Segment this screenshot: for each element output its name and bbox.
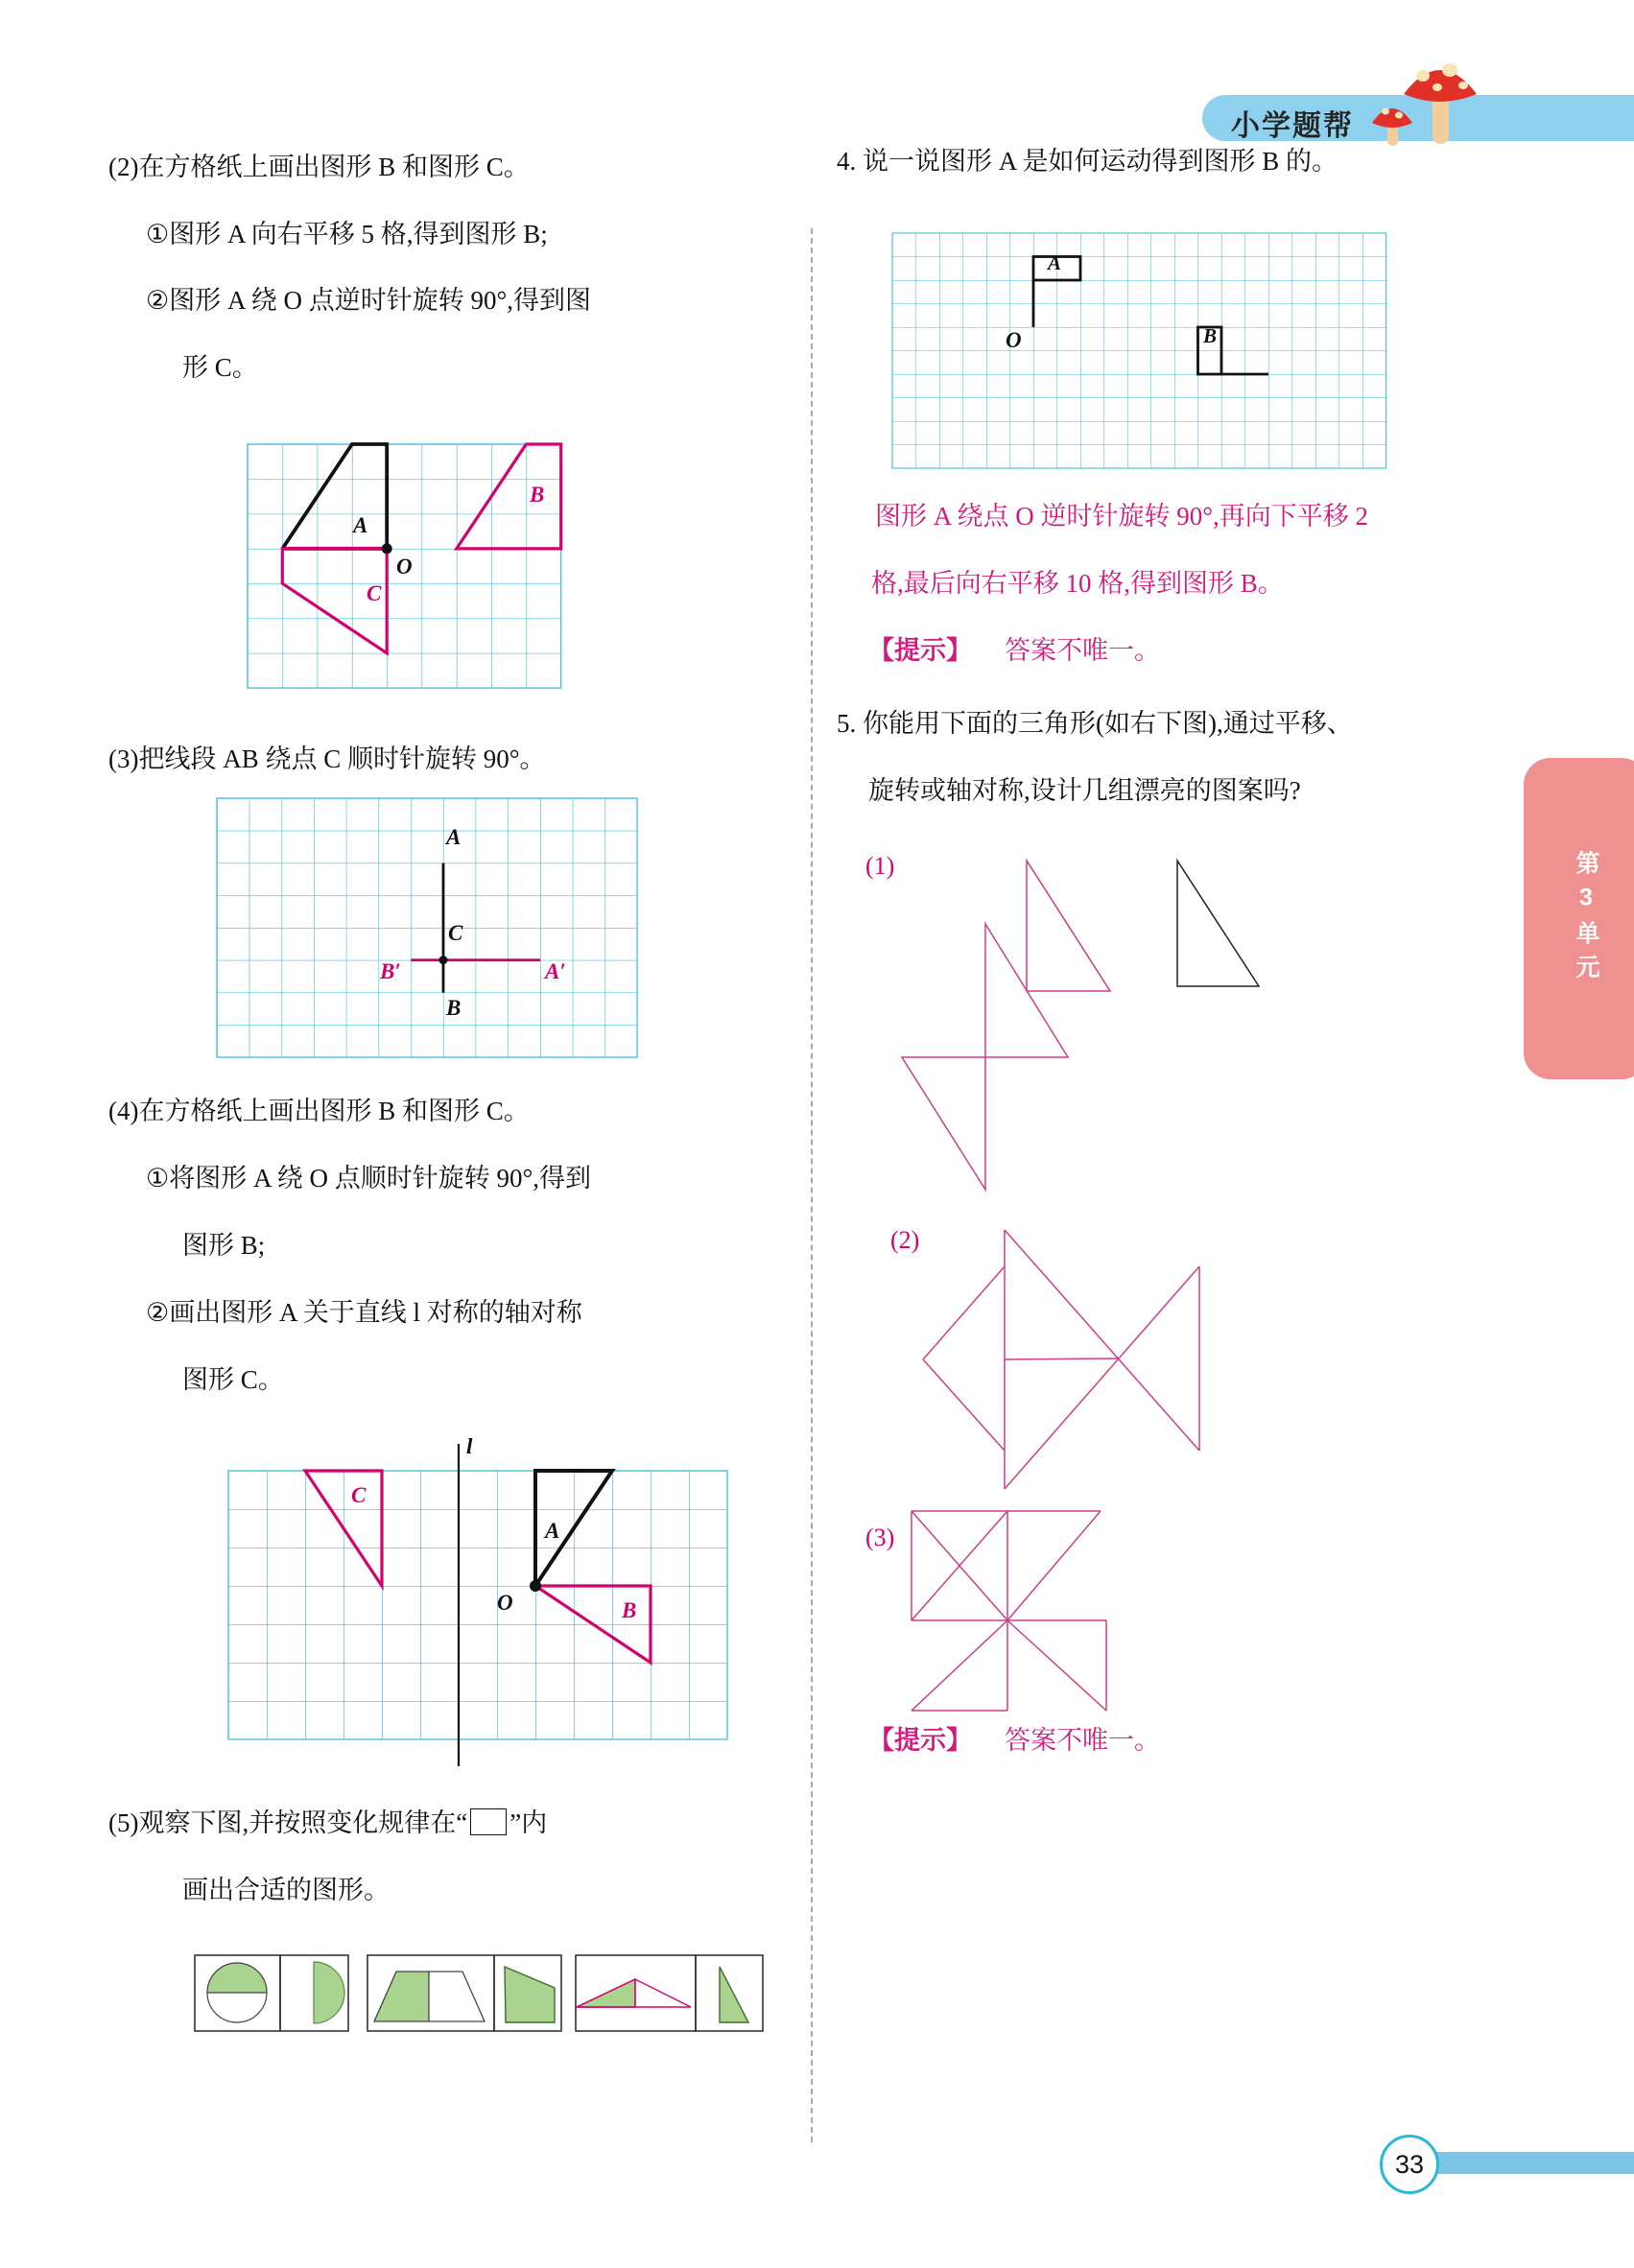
q5-line1-part2: ”内	[509, 1808, 548, 1837]
q3-label-a: A	[446, 825, 462, 849]
q4-line5: 图形 C。	[182, 1365, 284, 1394]
point-o	[530, 1580, 541, 1592]
q2-line1: (2)在方格纸上画出图形 B 和图形 C。	[108, 153, 530, 181]
trapezoid-left-half	[374, 1972, 429, 2021]
q2-line4: 形 C。	[182, 353, 258, 382]
box-frames	[195, 1955, 763, 2031]
page-number: 33	[1380, 2135, 1439, 2194]
q5-line1-part1: (5)观察下图,并按照变化规律在“	[108, 1808, 468, 1837]
r-q4-figure-grid	[887, 227, 1392, 474]
r-q4-label-a: A	[1048, 251, 1062, 274]
hint-tag: 【提示】	[868, 1726, 972, 1755]
q5-line1	[108, 1807, 547, 1838]
q4-line3: 图形 B;	[182, 1231, 266, 1260]
r-q5-hint	[868, 1725, 1160, 1756]
grid	[217, 798, 637, 1057]
design2-figure	[902, 1218, 1219, 1506]
q4-label-l: l	[466, 1434, 473, 1458]
hint-tag: 【提示】	[868, 636, 972, 665]
q4-label-c: C	[351, 1483, 367, 1507]
q2-line3: ②图形 A 绕 O 点逆时针旋转 90°,得到图	[146, 286, 592, 315]
q4-label-b: B	[622, 1598, 637, 1622]
design1-label: (1)	[865, 852, 895, 880]
column-divider	[811, 228, 813, 2142]
q4-line2: ①将图形 A 绕 O 点顺时针旋转 90°,得到	[146, 1164, 592, 1193]
brand-title: 小学题帮	[1231, 110, 1354, 142]
r-q4-line1: 4. 说一说图形 A 是如何运动得到图形 B 的。	[837, 147, 1338, 176]
half-circle-green	[207, 1963, 267, 1993]
q2-label-c: C	[367, 581, 382, 605]
q2-label-a: A	[353, 513, 368, 537]
q3-line1: (3)把线段 AB 绕点 C 顺时针旋转 90°。	[108, 744, 546, 773]
q2-label-b: B	[530, 483, 545, 507]
design1-figure	[864, 844, 1276, 1199]
q3-label-b-prime: B′	[380, 959, 401, 983]
r-q4-answer2: 格,最后向右平移 10 格,得到图形 B。	[871, 569, 1284, 598]
q4-line1: (4)在方格纸上画出图形 B 和图形 C。	[108, 1097, 530, 1125]
q4-line4: ②画出图形 A 关于直线 l 对称的轴对称	[146, 1298, 582, 1327]
grid	[228, 1471, 727, 1739]
small-triangle-green	[720, 1967, 748, 2022]
q4-figure-grid	[223, 1439, 733, 1771]
semicircle-green	[314, 1962, 344, 2023]
q5-pattern-boxes	[192, 1952, 768, 2039]
r-q4-hint	[868, 635, 1160, 666]
hint-text: 答案不唯一。	[1005, 1726, 1160, 1755]
unit-tab-label: 第3单元	[1573, 850, 1599, 987]
q3-label-a-prime: A′	[545, 959, 566, 983]
design1-pink-triangles	[902, 861, 1110, 1190]
design2-label: (2)	[890, 1226, 920, 1254]
design3-figure	[892, 1497, 1132, 1727]
r-q5-line1: 5. 你能用下面的三角形(如右下图),通过平移、	[837, 709, 1353, 738]
answer-box-glyph	[470, 1808, 507, 1835]
q4-label-o: O	[497, 1591, 513, 1615]
q3-figure-grid	[211, 792, 643, 1063]
design3-lines	[912, 1511, 1106, 1711]
footer-bar	[1428, 2152, 1634, 2174]
q3-label-c: C	[448, 921, 463, 945]
hint-text: 答案不唯一。	[1005, 636, 1160, 665]
quad-green	[505, 1967, 555, 2022]
unit-tab	[1524, 758, 1634, 1079]
r-q4-label-o: O	[1006, 328, 1022, 352]
q3-label-b: B	[446, 996, 462, 1020]
design2-lines	[923, 1230, 1199, 1489]
mushroom-icon	[1351, 44, 1495, 150]
q2-line2: ①图形 A 向右平移 5 格,得到图形 B;	[146, 220, 548, 248]
q2-label-o: O	[396, 555, 413, 579]
r-q4-label-b: B	[1203, 324, 1218, 347]
point-o	[382, 543, 392, 554]
r-q5-line2: 旋转或轴对称,设计几组漂亮的图案吗?	[868, 776, 1301, 805]
point-c	[439, 956, 448, 964]
given-triangle	[1177, 861, 1259, 986]
q4-label-a: A	[545, 1519, 560, 1543]
grid	[892, 233, 1386, 468]
design3-label: (3)	[865, 1524, 895, 1551]
r-q4-answer1: 图形 A 绕点 O 逆时针旋转 90°,再向下平移 2	[875, 502, 1369, 531]
q5-line2: 画出合适的图形。	[182, 1876, 390, 1904]
